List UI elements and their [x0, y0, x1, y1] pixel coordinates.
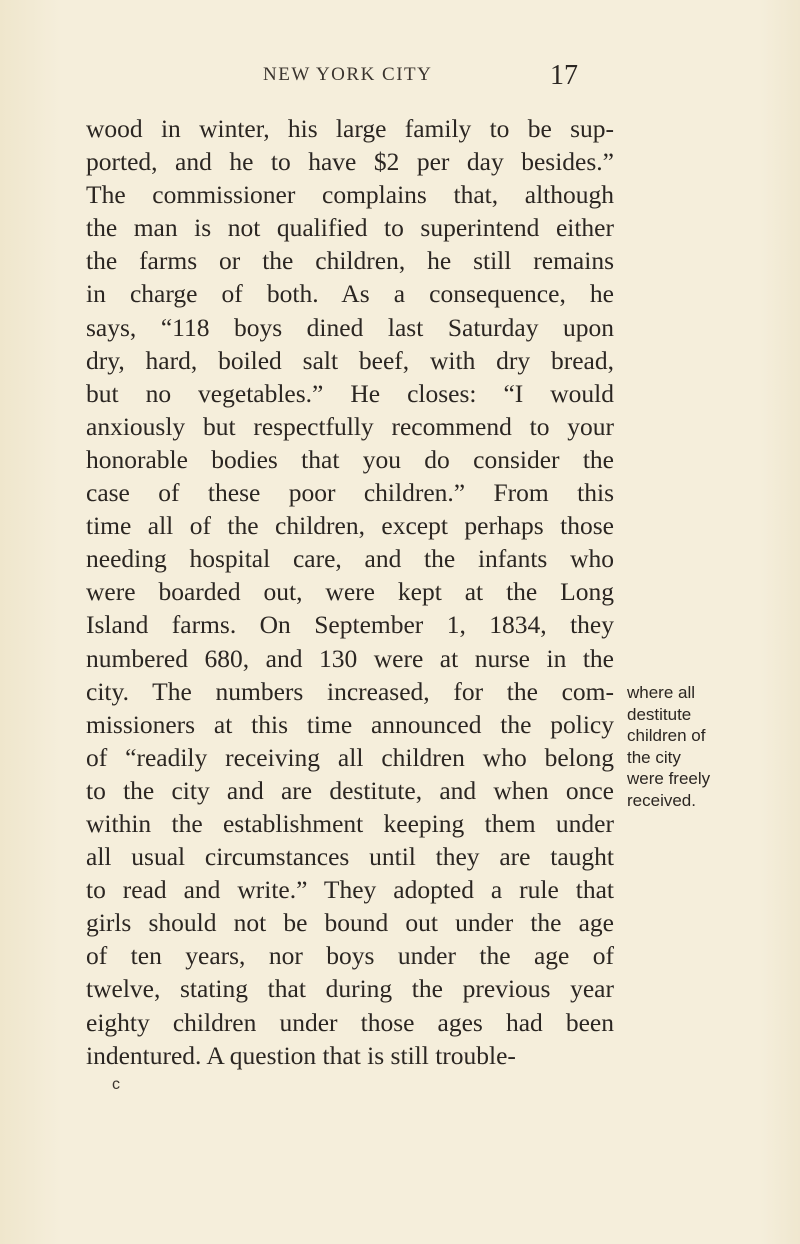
text-line: The commissioner complains that, although: [86, 180, 614, 210]
text-line: says, “118 boys dined last Saturday upon: [86, 312, 614, 342]
text-line: wood in winter, his large family to be sup-: [86, 114, 614, 143]
text-line: in charge of both. As a consequence, he: [86, 279, 614, 309]
running-head: [0, 60, 800, 94]
signature-mark: c: [112, 1076, 120, 1093]
text-line: missioners at this time announced the policy: [86, 709, 614, 739]
text-line: ported, and he to have $2 per day besides.”: [86, 147, 614, 177]
marginal-note-line: children of: [627, 726, 706, 745]
text-line: girls should not be bound out under the age: [86, 908, 614, 938]
text-line: Island farms. On September 1, 1834, they: [86, 610, 614, 640]
text-line: to the city and are destitute, and when once: [86, 775, 614, 805]
text-line: case of these poor children.” From this: [86, 478, 614, 508]
text-line: indentured. A question that is still trouble-: [86, 1040, 516, 1070]
text-line: of “readily receiving all children who belong: [86, 742, 614, 772]
text-line: of ten years, nor boys under the age of: [86, 941, 614, 971]
text-line: all usual circumstances until they are taught: [86, 842, 614, 872]
text-line: the man is not qualified to superintend either: [86, 213, 614, 243]
running-title: NEW YORK CITY: [263, 64, 433, 85]
text-line: numbered 680, and 130 were at nurse in the: [86, 643, 614, 673]
text-line: to read and write.” They adopted a rule that: [86, 875, 614, 905]
page-number: 17: [550, 60, 578, 91]
text-line: within the establishment keeping them under: [86, 808, 614, 838]
text-line: the farms or the children, he still remains: [86, 246, 614, 276]
text-line: needing hospital care, and the infants who: [86, 544, 614, 574]
text-line: eighty children under those ages had been: [86, 1007, 614, 1037]
text-line: honorable bodies that you do consider the: [86, 444, 614, 474]
marginal-note-line: were freely: [627, 769, 711, 788]
marginal-note-line: destitute: [627, 704, 692, 724]
body-text: [86, 112, 614, 1072]
text-line: time all of the children, except perhaps those: [86, 511, 614, 541]
text-line: city. The numbers increased, for the com-: [86, 676, 614, 706]
marginal-note-line: where all: [627, 683, 696, 702]
text-line: dry, hard, boiled salt beef, with dry bread,: [86, 345, 614, 375]
marginal-note: [627, 682, 777, 811]
text-line: anxiously but respectfully recommend to your: [86, 411, 614, 441]
text-line: were boarded out, were kept at the Long: [86, 577, 614, 607]
marginal-note-line: received.: [627, 790, 696, 810]
text-line: twelve, stating that during the previous year: [86, 974, 614, 1004]
text-line: but no vegetables.” He closes: “I would: [86, 378, 614, 408]
marginal-note-line: the city: [627, 747, 681, 767]
